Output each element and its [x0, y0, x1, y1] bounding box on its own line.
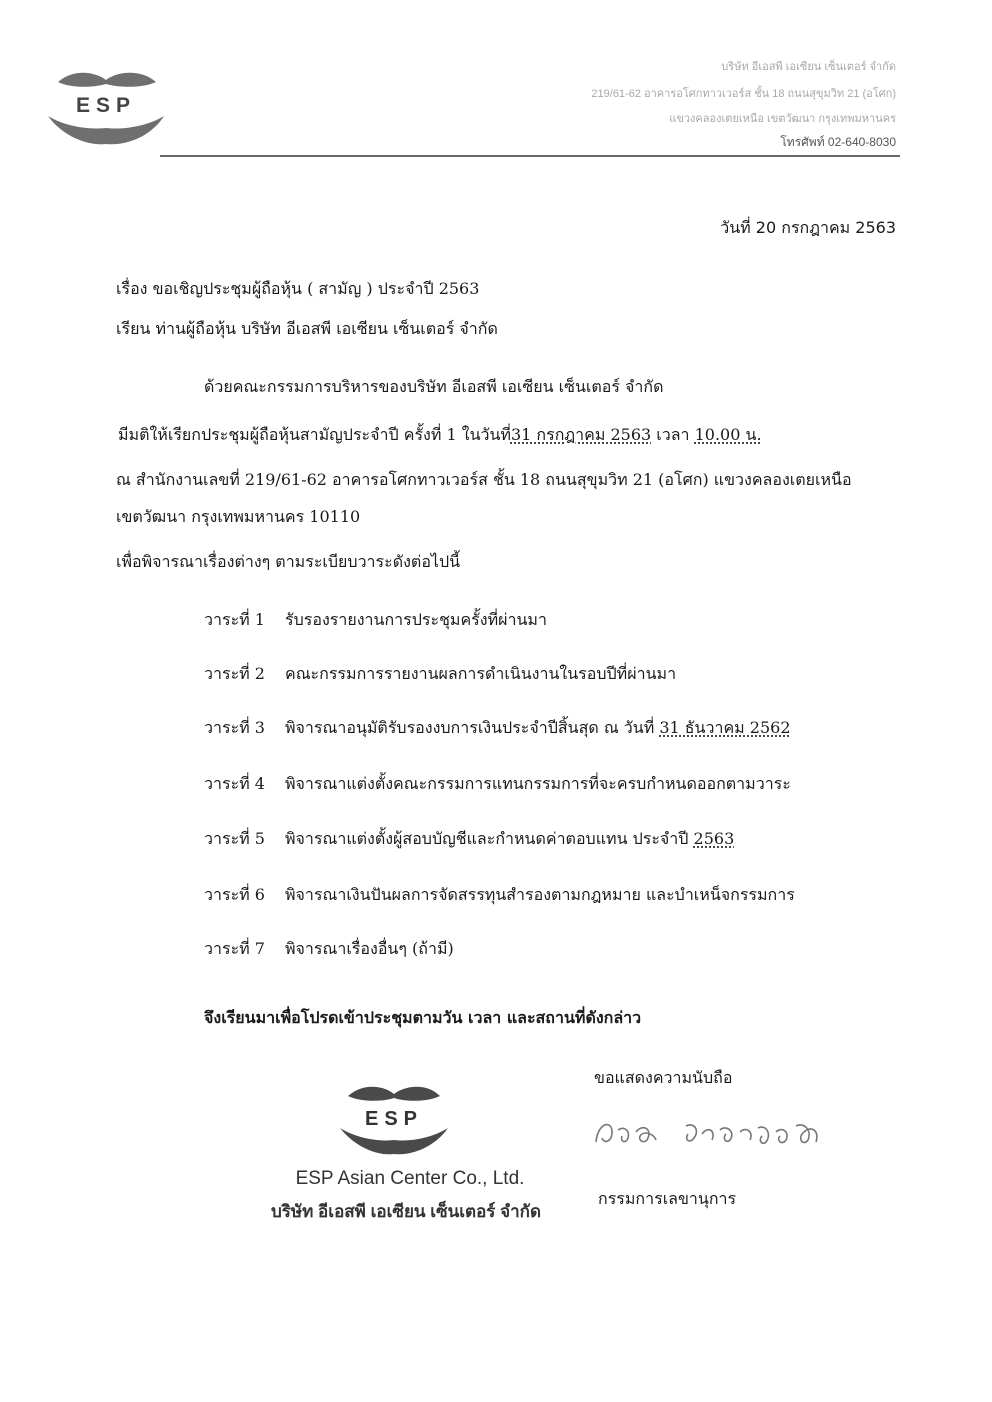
meeting-time: 10.00 น. — [694, 425, 762, 444]
logo-text: ESP — [75, 94, 137, 117]
agenda-text-4: พิจารณาแต่งตั้งคณะกรรมการแทนกรรมการที่จะครบกำหนดออกตามวาระ — [285, 774, 791, 793]
company-name-english: ESP Asian Center Co., Ltd. — [295, 1168, 525, 1189]
company-address-line-2: 219/61-62 อาคารอโศกทาวเวอร์ส ชั้น 18 ถนนสุขุมวิท 21 (อโศก) — [591, 88, 896, 100]
company-stamp-logo — [336, 1082, 452, 1160]
agenda-number-3: วาระที่ 3 — [204, 718, 265, 737]
meeting-date: 31 กรกฎาคม 2563 — [510, 425, 652, 444]
body-paragraph-3: ณ สำนักงานเลขที่ 219/61-62 อาคารอโศกทาวเวอร์ส ชั้น 18 ถนนสุขุมวิท 21 (อโศก) แขวงคลองเตยเหนือ — [116, 470, 852, 489]
body-paragraph-1: ด้วยคณะกรรมการบริหารของบริษัท อีเอสพี เอเซียน เซ็นเตอร์ จำกัด — [204, 377, 664, 396]
agenda-number-7: วาระที่ 7 — [204, 939, 265, 958]
agenda-number-6: วาระที่ 6 — [204, 885, 265, 904]
company-logo — [44, 66, 168, 152]
letter-recipient: เรียน ท่านผู้ถือหุ้น บริษัท อีเอสพี เอเซียน เซ็นเตอร์ จำกัด — [116, 319, 498, 338]
agenda-text-1: รับรองรายงานการประชุมครั้งที่ผ่านมา — [285, 610, 547, 629]
agenda-number-5: วาระที่ 5 — [204, 829, 265, 848]
letter-subject: เรื่อง ขอเชิญประชุมผู้ถือหุ้น ( สามัญ ) ประจำปี 2563 — [116, 279, 480, 298]
fiscal-year-end: 31 ธันวาคม 2562 — [659, 718, 791, 737]
agenda-text-2: คณะกรรมการรายงานผลการดำเนินงานในรอบปีที่ผ่านมา — [285, 664, 677, 683]
agenda-number-4: วาระที่ 4 — [204, 774, 265, 793]
meeting-intro: มีมติให้เรียกประชุมผู้ถือหุ้นสามัญประจำปี ครั้งที่ 1 ในวันที่ — [118, 425, 511, 444]
header-divider — [160, 155, 900, 157]
company-address-line-1: บริษัท อีเอสพี เอเซียน เซ็นเตอร์ จำกัด — [721, 61, 896, 73]
signer-position: กรรมการเลขานุการ — [598, 1189, 737, 1208]
company-address-line-3: แขวงคลองเตยเหนือ เขตวัฒนา กรุงเทพมหานคร — [669, 113, 896, 125]
agenda-text-7: พิจารณาเรื่องอื่นๆ (ถ้ามี) — [285, 939, 454, 958]
agenda-number-2: วาระที่ 2 — [204, 664, 265, 683]
body-paragraph-2 — [118, 423, 762, 448]
handwritten-signature — [590, 1112, 830, 1152]
agenda-text-6: พิจารณาเงินปันผลการจัดสรรทุนสำรองตามกฎหมาย และบำเหน็จกรรมการ — [285, 885, 795, 904]
letter-date: วันที่ 20 กรกฎาคม 2563 — [720, 218, 896, 237]
closing-statement: จึงเรียนมาเพื่อโปรดเข้าประชุมตามวัน เวลา และสถานที่ดังกล่าว — [204, 1008, 642, 1027]
company-name-thai: บริษัท อีเอสพี เอเซียน เซ็นเตอร์ จำกัด — [271, 1202, 541, 1221]
body-paragraph-5: เพื่อพิจารณาเรื่องต่างๆ ตามระเบียบวาระดังต่อไปนี้ — [116, 552, 461, 571]
agenda-text-3: พิจารณาอนุมัติรับรองงบการเงินประจำปีสิ้นสุด ณ วันที่ 31 ธันวาคม 2562 — [285, 718, 791, 737]
agenda-number-1: วาระที่ 1 — [204, 610, 265, 629]
regards-line: ขอแสดงความนับถือ — [594, 1068, 733, 1087]
body-paragraph-4: เขตวัฒนา กรุงเทพมหานคร 10110 — [116, 507, 361, 526]
meeting-time-label: เวลา — [651, 425, 695, 444]
audit-year: 2563 — [693, 829, 735, 848]
stamp-logo-text: ESP — [364, 1108, 424, 1130]
company-phone: โทรศัพท์ 02-640-8030 — [780, 135, 896, 149]
agenda-text-5: พิจารณาแต่งตั้งผู้สอบบัญชีและกำหนดค่าตอบแทน ประจำปี 2563 — [285, 829, 735, 848]
